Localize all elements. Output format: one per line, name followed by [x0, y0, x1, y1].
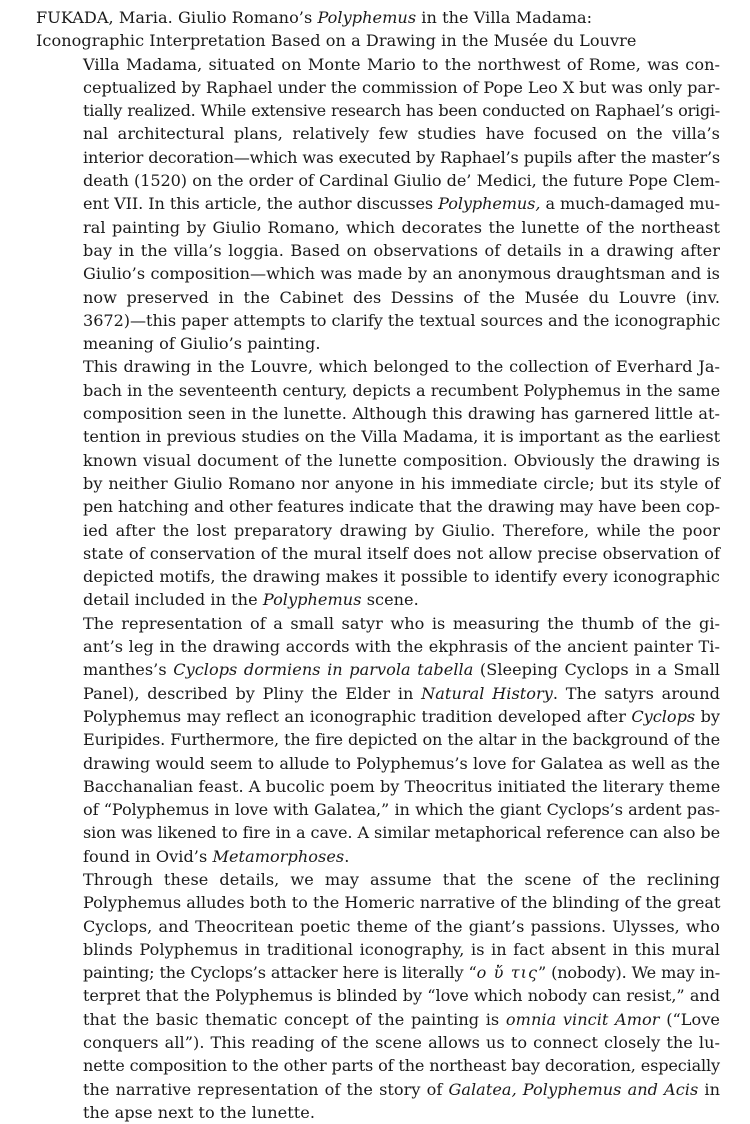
paragraph-4: Through these details, we may assume that the scene of the reclining Polyphemus alludes both to the Homeric narrative of the blinding of the great Cyclops, and Theocritean poetic theme of the giant’s passions. Ulysses, who blinds Polyphemus in traditional iconography, is in fact absent in this mural painting; the Cyclops’s attacker here is literally “ο ὔ τις” (nobody). We may in- terpret that the Polyphemus is blinded by “love which nobody can resist,” and that the basic thematic concept of the painting is omnia vincit Amor (“Love conquers all”). This reading of the scene allows us to connect closely the lu- nette composition to the other parts of the northeast bay decoration, especially the narrative representation of the story of Galatea, Polyphemus and Acis in the apse next to the lunette.	[83, 869, 721, 1122]
document-page	[36, 6, 720, 1124]
paragraph-2: This drawing in the Louvre, which belonged to the collection of Everhard Ja- bach in the seventeenth century, depicts a recumbent Polyphemus in the same composition seen in the lunette. Although this drawing has garnered little at- tention in previous studies on the Villa Madama, it is important as the earliest known visual document of the lunette composition. Obviously the drawing is by neither Giulio Romano nor anyone in his immediate circle; but its style of pen hatching and other features indicate that the drawing may have been cop- ied after the lost preparatory drawing by Giulio. Therefore, while the poor state of conservation of the mural itself does not allow precise observation of depicted motifs, the drawing makes it possible to identify every iconographic detail included in the Polyphemus scene.	[83, 357, 720, 610]
article-citation-header	[36, 6, 720, 53]
citation-line-1: FUKADA, Maria. Giulio Romano’s Polyphemus in the Villa Madama:	[36, 8, 593, 27]
paragraph-1: Villa Madama, situated on Monte Mario to the northwest of Rome, was con- ceptualized by Raphael under the commission of Pope Leo X but was only par- tially realized. While extensive research has been conducted on Raphael’s origi- nal architectural plans, relatively few studies have focused on the villa’s interior decoration—which was executed by Raphael’s pupils after the master’s death (1520) on the order of Cardinal Giulio de’ Medici, the future Pope Clem- ent VII. In this article, the author discusses Polyphemus, a much-damaged mu- ral painting by Giulio Romano, which decorates the lunette of the northeast bay in the villa’s loggia. Based on observations of details in a drawing after Giulio’s composition—which was made by an anonymous draughtsman and is now preserved in the Cabinet des Dessins of the Musée du Louvre (inv. 3672)—this paper attempts to clarify the textual sources and the iconographic meaning of Giulio’s painting.	[83, 54, 721, 354]
citation-line-2: Iconographic Interpretation Based on a Drawing in the Musée du Louvre	[36, 31, 637, 51]
greek-outis: ο ὔ τις	[476, 963, 538, 983]
paragraph-3: The representation of a small satyr who is measuring the thumb of the gi- ant’s leg in the drawing accords with the ekphrasis of the ancient painter Ti- manthes’s Cyclops dormiens in parvola tabella (Sleeping Cyclops in a Small Panel), described by Pliny the Elder in Natural History. The satyrs around Polyphemus may reflect an iconographic tradition developed after Cyclops by Euripides. Furthermore, the fire depicted on the altar in the background of the drawing would seem to allude to Polyphemus’s love for Galatea as well as the Bacchanalian feast. A bucolic poem by Theocritus initiated the literary theme of “Polyphemus in love with Galatea,” in which the giant Cyclops’s ardent pas- sion was likened to fire in a cave. A similar metaphorical reference can also be found in Ovid’s Metamorphoses.	[83, 613, 721, 866]
